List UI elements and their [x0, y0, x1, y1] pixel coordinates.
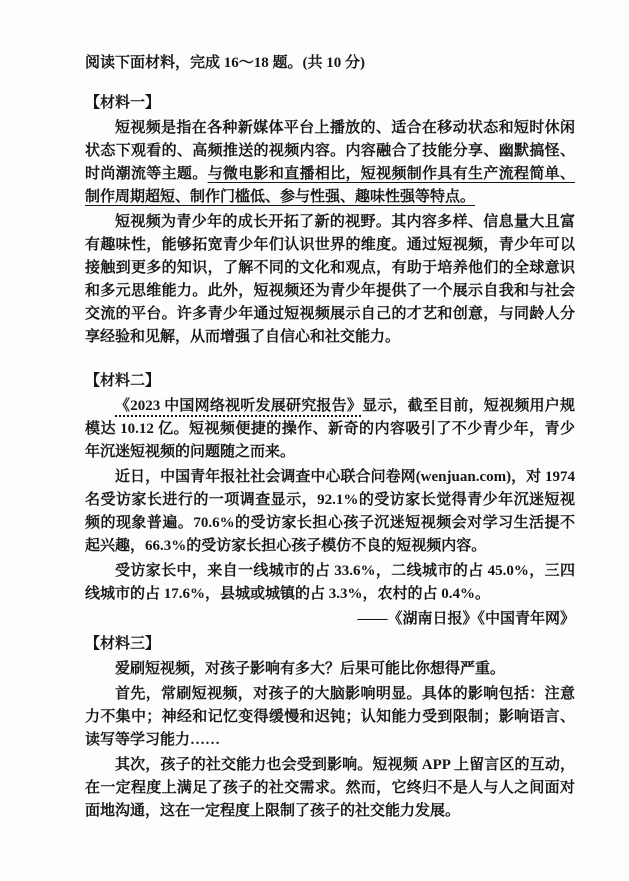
material-3-paragraph-1: 爱刷短视频，对孩子影响有多大？后果可能比你想得严重。	[115, 661, 506, 677]
material-1-title: 【材料一】	[85, 95, 161, 111]
material-3-paragraph-2: 首先，常刷短视频，对孩子的大脑影响明显。具体的影响包括：注意力不集中；神经和记忆变得缓慢和迟钝；认知能力受到限制；影响语言、读写等学习能力……	[85, 686, 575, 748]
material-2-section	[85, 370, 575, 631]
material-3-section	[85, 633, 575, 823]
material-2-paragraph-2: 近日，中国青年报社社会调查中心联合问卷网(wenjuan.com)，对 1974 名受访家长进行的一项调查显示，92.1%的受访家长觉得青少年沉迷短视频的现象普遍。70.6%的受访家长担心孩子沉迷短视频会对学习生活提不起兴趣，66.3%的受访家长担心孩子模仿不良的短视频内容。	[85, 469, 575, 554]
material-1-paragraph-1	[85, 117, 575, 209]
instruction-line: 阅读下面材料，完成 16～18 题。(共 10 分)	[85, 55, 365, 71]
report-title-emphasized: 《2023 中国网络视听发展研究报告》	[115, 398, 363, 414]
material-2-paragraph-1-text: 显示，截至目前，短视频用户规模达 10.12 亿。短视频便捷的操作、新奇的内容吸引了不少青少年，青少年沉迷短视频的问题随之而来。	[85, 398, 575, 460]
source-attribution: ——《湖南日报》《中国青年网》	[357, 611, 575, 627]
material-2-paragraph-3: 受访家长中，来自一线城市的占 33.6%，二线城市的占 45.0%，三四线城市的占 17.6%，县城或城镇的占 3.3%，农村的占 0.4%。	[85, 563, 575, 602]
material-1-section	[85, 92, 575, 349]
material-1-paragraph-2: 短视频为青少年的成长开拓了新的视野。其内容多样、信息量大且富有趣味性，能够拓宽青少年们认识世界的维度。通过短视频，青少年可以接触到更多的知识，了解不同的文化和观点，有助于培养他们的全球意识和多元思维能力。此外，短视频还为青少年提供了一个展示自我和与社会交流的平台。许多青少年通过短视频展示自己的才艺和创意，与同龄人分享经验和见解，从而增强了自信心和社交能力。	[85, 214, 575, 345]
material-3-paragraph-3: 其次，孩子的社交能力也会受到影响。短视频 APP 上留言区的互动，在一定程度上满足了孩子的社交需求。然而，它终归不是人与人之间面对面地沟通，这在一定程度上限制了孩子的社交能力发展。	[85, 757, 575, 819]
material-3-title: 【材料三】	[85, 636, 161, 652]
material-2-paragraph-1	[85, 395, 575, 464]
material-1-paragraph-1-text: 短视频是指在各种新媒体平台上播放的、适合在移动状态和短时休闲状态下观看的、高频推送的视频内容。内容融合了技能分享、幽默搞怪、时尚潮流等主题。	[85, 120, 575, 182]
material-1-underlined-sentence: 与微电影和直播相比，短视频制作具有生产流程简单、制作周期超短、制作门槛低、参与性强、趣味性强等特点。	[85, 166, 575, 205]
material-2-title: 【材料二】	[85, 373, 161, 389]
